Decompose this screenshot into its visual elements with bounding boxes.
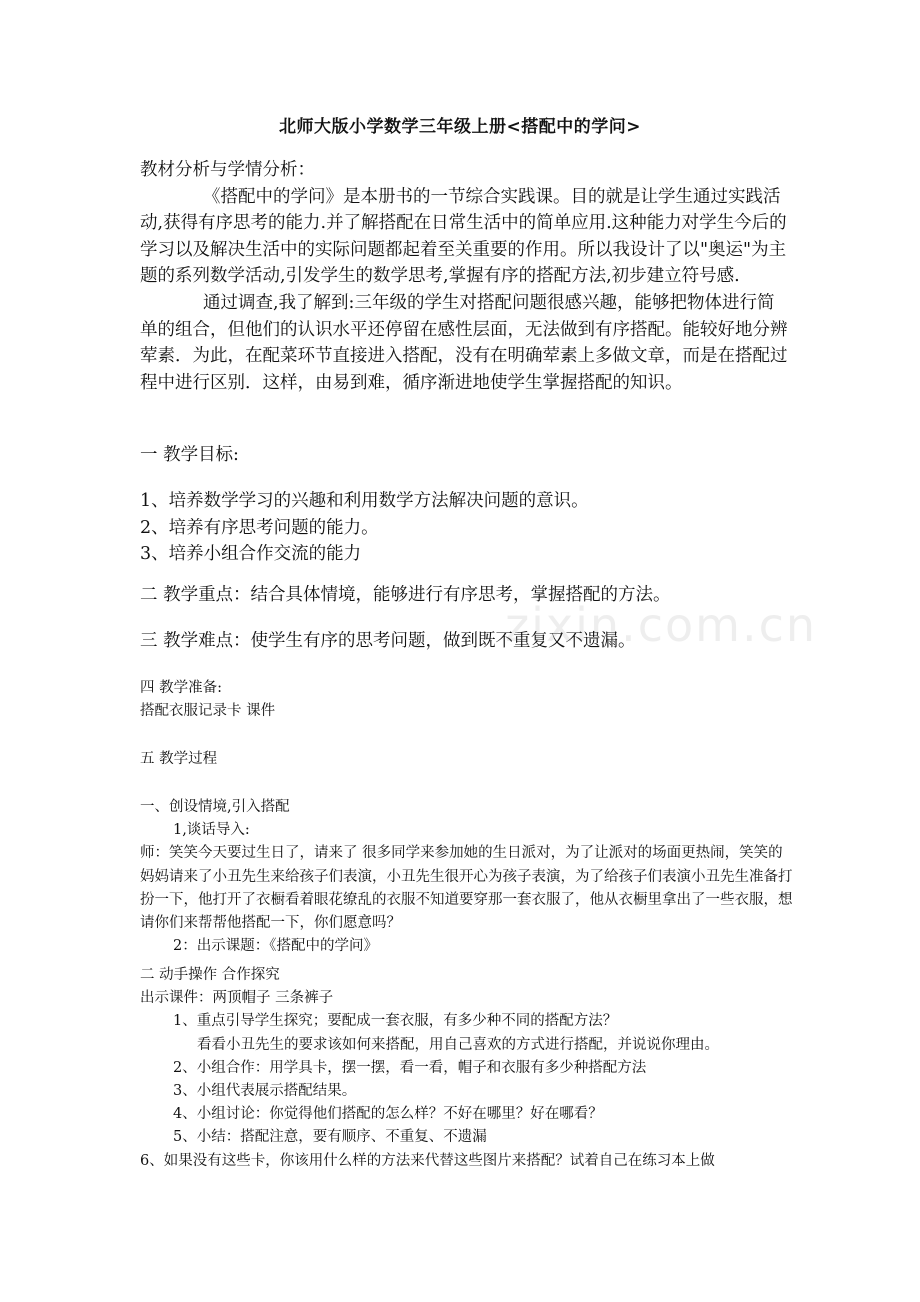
- step2-item: 1、重点引导学生探究；要配成一套衣服，有多少种不同的搭配方法？: [173, 1013, 618, 1030]
- analysis-heading: 教材分析与学情分析：: [140, 160, 315, 180]
- goals-list: [140, 488, 790, 568]
- step1-sub2: 2：出示课题：《搭配中的学问》: [173, 938, 378, 955]
- step2-item: 3、小组代表展示搭配结果。: [173, 1083, 357, 1100]
- step1-sub1: 1,谈话导入:: [173, 822, 250, 839]
- watermark: zixin.com.cn: [505, 598, 818, 652]
- step1-heading: 一、创设情境,引入搭配: [140, 799, 290, 815]
- step2-item: 2、小组合作：用学具卡，摆一摆，看一看，帽子和衣服有多少种搭配方法: [173, 1059, 647, 1076]
- analysis-paragraph-2: 通过调查,我了解到:三年级的学生对搭配问题很感兴趣，能够把物体进行简单的组合，但他们的认识水平还停留在感性层面，无法做到有序搭配。能较好地分辨荤素．为此，在配菜环节直接进入搭配，没有在明确荤素上多做文章，而是在搭配过程中进行区别．这样，由易到难，循序渐进地使学生掌握搭配的知识。: [140, 292, 788, 393]
- step2-show: 出示课件：两顶帽子 三条裤子: [140, 990, 334, 1007]
- step2-item-detail: 看看小丑先生的要求该如何来搭配，用自己喜欢的方式进行搭配，并说说你理由。: [197, 1036, 719, 1053]
- key-point: 二 教学重点：结合具体情境，能够进行有序思考，掌握搭配的方法。: [140, 585, 671, 605]
- difficulty: 三 教学难点：使学生有序的思考问题，做到既不重复又不遗漏。: [140, 631, 636, 651]
- step2-item: 4、小组讨论：你觉得他们搭配的怎么样？不好在哪里？好在哪看？: [173, 1106, 603, 1123]
- goals-heading: 一 教学目标:: [140, 445, 239, 465]
- analysis-paragraph-1: 《搭配中的学问》是本册书的一节综合实践课。目的就是让学生通过实践活动,获得有序思考的能力.并了解搭配在日常生活中的简单应用.这种能力对学生今后的学习以及解决生活中的实际问题都起着至关重要的作用。所以我设计了以"奥运"为主题的系列数学活动,引发学生的数学思考,掌握有序的搭配方法,初步建立符号感.: [140, 186, 787, 287]
- goals-section: [140, 442, 790, 469]
- step1-section: [140, 796, 795, 958]
- step2-section: [140, 964, 800, 1173]
- prep-section: [140, 677, 790, 723]
- goal-item: 3、培养小组合作交流的能力: [140, 544, 362, 565]
- prep-heading: 四 教学准备:: [140, 680, 222, 696]
- step2-item: 5、小结：搭配注意，要有顺序、不重复、不遗漏: [173, 1129, 487, 1146]
- goal-item: 2、培养有序思考问题的能力。: [140, 517, 379, 538]
- goal-item: 1、培养数学学习的兴趣和利用数学方法解决问题的意识。: [140, 491, 589, 511]
- teacher-dialogue: 师：笑笑今天要过生日了，请来了 很多同学来参加她的生日派对，为了让派对的场面更热闹，笑笑的妈妈请来了小丑先生来给孩子们表演，小丑先生很开心为孩子表演，为了给孩子们表演小丑先生准备打扮一下，他打开了衣橱看着眼花缭乱的衣服不知道要穿那一套衣服了，他从衣橱里拿出了一些衣服，想请你们来帮帮他搭配一下，你们愿意吗？: [140, 845, 793, 932]
- analysis-section: [140, 157, 790, 396]
- step2-item: 6、如果没有这些卡，你该用什么样的方法来代替这些图片来搭配？试着自己在练习本上做: [140, 1152, 715, 1169]
- document-title: 北师大版小学数学三年级上册<搭配中的学问>: [279, 117, 641, 137]
- process-heading: 五 教学过程: [140, 751, 218, 767]
- step2-heading: 二 动手操作 合作探究: [140, 967, 280, 983]
- prep-content: 搭配衣服记录卡 课件: [140, 703, 276, 720]
